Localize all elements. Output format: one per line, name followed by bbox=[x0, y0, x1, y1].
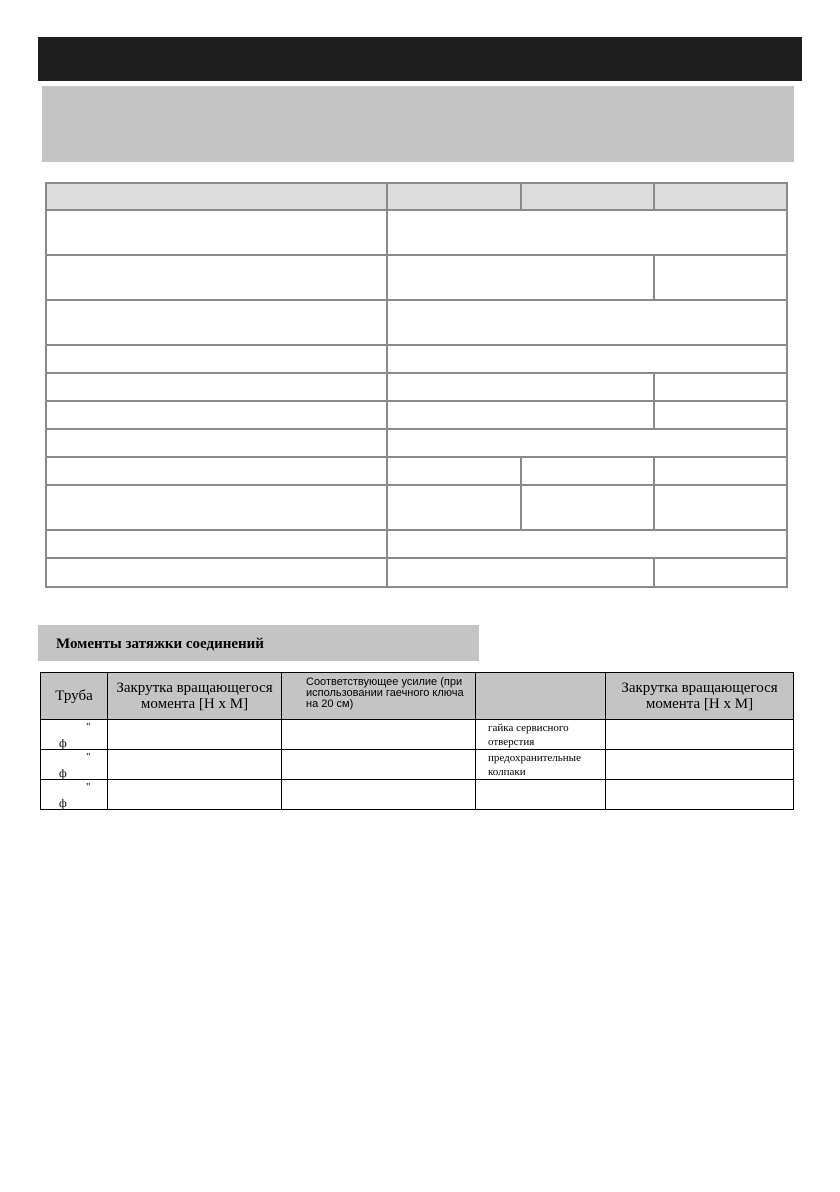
torque2-value-cell bbox=[606, 750, 794, 780]
spec-value-cell bbox=[386, 529, 788, 559]
torque-value-cell bbox=[108, 780, 282, 810]
force-value-cell bbox=[282, 780, 476, 810]
table-row bbox=[41, 780, 794, 810]
force-header bbox=[282, 673, 476, 720]
spec-header-cell bbox=[386, 182, 522, 211]
spec-label-cell bbox=[45, 456, 388, 486]
spec-value-cell bbox=[386, 456, 522, 486]
spec-label-cell bbox=[45, 484, 388, 531]
torque-table bbox=[40, 672, 794, 810]
spec-label-cell bbox=[45, 299, 388, 346]
spec-header-cell bbox=[653, 182, 788, 211]
spec-value-cell bbox=[653, 372, 788, 402]
torque-header-2: Закрутка вращающегося момента [Н х М] bbox=[606, 673, 794, 720]
inch-mark: " bbox=[86, 751, 91, 763]
spec-value-cell bbox=[520, 456, 655, 486]
pipe-header: Труба bbox=[41, 673, 108, 720]
spec-value-cell bbox=[386, 557, 655, 588]
spec-value-cell bbox=[386, 400, 655, 430]
spec-value-cell bbox=[386, 428, 788, 458]
part-label: гайка сервисного отверстия bbox=[488, 722, 569, 748]
force-header-text: Соответствующее усилие (при использовании гаечного ключа на 20 см) bbox=[306, 676, 464, 710]
grey-banner bbox=[42, 86, 794, 162]
spec-label-cell bbox=[45, 428, 388, 458]
force-value-cell bbox=[282, 750, 476, 780]
inch-mark: " bbox=[86, 781, 91, 793]
table-row bbox=[41, 750, 794, 780]
spec-header-cell bbox=[520, 182, 655, 211]
torque-section-title: Моменты затяжки соединений bbox=[38, 625, 479, 661]
spec-value-cell bbox=[653, 557, 788, 588]
blank-header bbox=[476, 673, 606, 720]
part-cell bbox=[476, 720, 606, 750]
spec-value-cell bbox=[653, 456, 788, 486]
torque2-value-cell bbox=[606, 720, 794, 750]
spec-value-cell bbox=[520, 484, 655, 531]
spec-value-cell bbox=[386, 254, 655, 301]
top-title-bar bbox=[38, 37, 802, 81]
spec-value-cell bbox=[653, 484, 788, 531]
spec-value-cell bbox=[386, 299, 788, 346]
spec-label-cell bbox=[45, 400, 388, 430]
part-label bbox=[476, 780, 605, 781]
pipe-cell bbox=[41, 750, 108, 780]
torque-value-cell bbox=[108, 720, 282, 750]
torque-value-cell bbox=[108, 750, 282, 780]
phi-symbol: ф bbox=[59, 736, 67, 750]
spec-label-cell bbox=[45, 372, 388, 402]
torque-header: Закрутка вращающегося момента [Н х М] bbox=[108, 673, 282, 720]
spec-value-cell bbox=[386, 209, 788, 256]
spec-value-cell bbox=[386, 484, 522, 531]
torque2-value-cell bbox=[606, 780, 794, 810]
inch-mark: " bbox=[86, 721, 91, 733]
spec-label-cell bbox=[45, 254, 388, 301]
pipe-cell bbox=[41, 720, 108, 750]
force-value-cell bbox=[282, 720, 476, 750]
spec-value-cell bbox=[386, 344, 788, 374]
spec-label-cell bbox=[45, 557, 388, 588]
spec-value-cell bbox=[386, 372, 655, 402]
torque-header-row bbox=[41, 673, 794, 720]
spec-table bbox=[45, 182, 788, 590]
spec-value-cell bbox=[653, 400, 788, 430]
spec-label-cell bbox=[45, 344, 388, 374]
phi-symbol: ф bbox=[59, 796, 67, 810]
part-cell bbox=[476, 750, 606, 780]
spec-value-cell bbox=[653, 254, 788, 301]
part-label: предохранительные колпаки bbox=[488, 752, 581, 778]
spec-label-cell bbox=[45, 209, 388, 256]
pipe-cell bbox=[41, 780, 108, 810]
spec-header-cell bbox=[45, 182, 388, 211]
table-row bbox=[41, 720, 794, 750]
part-cell bbox=[476, 780, 606, 810]
spec-label-cell bbox=[45, 529, 388, 559]
phi-symbol: ф bbox=[59, 766, 67, 780]
